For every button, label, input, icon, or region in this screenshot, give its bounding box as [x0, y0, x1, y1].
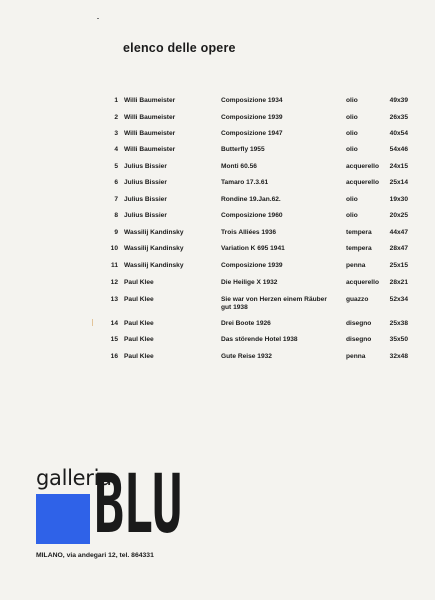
- work-size: 19x30: [389, 196, 408, 203]
- work-number: 8: [114, 212, 118, 219]
- work-technique: penna: [346, 262, 366, 269]
- work-title: Butterfly 1955: [221, 146, 265, 153]
- work-technique: acquerello: [346, 163, 379, 170]
- work-number: 14: [110, 320, 118, 327]
- work-technique: tempera: [346, 229, 372, 236]
- work-artist: Julius Bissier: [124, 163, 167, 170]
- work-number: 5: [114, 163, 118, 170]
- work-size: 35x50: [389, 336, 408, 343]
- work-technique: disegno: [346, 336, 372, 343]
- page-title: elenco delle opere: [123, 41, 236, 55]
- work-number: 13: [110, 296, 118, 303]
- logo-blue-square: [36, 494, 90, 544]
- work-title: Composizione 1947: [221, 130, 283, 137]
- work-title: Variation K 695 1941: [221, 245, 285, 252]
- work-technique: olio: [346, 146, 358, 153]
- work-size: 25x14: [389, 179, 408, 186]
- paper-mark: [92, 319, 93, 326]
- work-number: 16: [110, 353, 118, 360]
- work-artist: Paul Klee: [124, 336, 154, 343]
- work-artist: Wassilij Kandinsky: [124, 229, 184, 236]
- paper-speck: [97, 18, 99, 19]
- work-artist: Paul Klee: [124, 320, 154, 327]
- work-number: 9: [114, 229, 118, 236]
- work-size: 40x54: [389, 130, 408, 137]
- work-number: 3: [114, 130, 118, 137]
- work-size: 26x35: [389, 114, 408, 121]
- work-artist: Willi Baumeister: [124, 114, 176, 121]
- work-artist: Paul Klee: [124, 279, 154, 286]
- work-artist: Julius Bissier: [124, 212, 167, 219]
- work-technique: olio: [346, 212, 358, 219]
- work-size: 25x15: [389, 262, 408, 269]
- work-technique: acquerello: [346, 279, 379, 286]
- logo-blu-text: BLU: [94, 458, 181, 552]
- work-artist: Willi Baumeister: [124, 130, 176, 137]
- work-size: 49x39: [389, 97, 408, 104]
- work-technique: disegno: [346, 320, 372, 327]
- work-artist: Wassilij Kandinsky: [124, 262, 184, 269]
- work-technique: olio: [346, 97, 358, 104]
- work-technique: olio: [346, 196, 358, 203]
- work-number: 11: [111, 262, 118, 269]
- work-size: 24x15: [389, 163, 408, 170]
- work-size: 52x34: [389, 296, 408, 303]
- work-number: 1: [114, 97, 118, 104]
- work-artist: Julius Bissier: [124, 196, 167, 203]
- work-size: 28x21: [389, 279, 408, 286]
- work-size: 32x48: [389, 353, 408, 360]
- work-artist: Paul Klee: [124, 353, 154, 360]
- work-size: 20x25: [389, 212, 408, 219]
- work-number: 10: [110, 245, 118, 252]
- work-title: Composizione 1939: [221, 262, 283, 269]
- work-title: Composizione 1934: [221, 97, 283, 104]
- work-technique: penna: [346, 353, 366, 360]
- work-title: Gute Reise 1932: [221, 353, 272, 360]
- work-title: Das störende Hotel 1938: [221, 336, 298, 343]
- work-title: Tamaro 17.3.61: [221, 179, 269, 186]
- work-number: 4: [114, 146, 118, 153]
- work-number: 7: [114, 196, 118, 203]
- work-artist: Julius Bissier: [124, 179, 167, 186]
- work-title: Trois Alliées 1936: [221, 229, 277, 236]
- work-title: Monti 60.56: [221, 163, 257, 170]
- work-title: Composizione 1960: [221, 212, 283, 219]
- work-artist: Paul Klee: [124, 296, 154, 303]
- work-artist: Willi Baumeister: [124, 146, 176, 153]
- work-title: Rondine 19.Jan.62.: [221, 196, 281, 203]
- work-number: 6: [114, 179, 118, 186]
- work-size: 28x47: [389, 245, 408, 252]
- work-number: 15: [110, 336, 118, 343]
- work-artist: Wassilij Kandinsky: [124, 245, 184, 252]
- work-number: 12: [110, 279, 118, 286]
- logo-galleria-text: galleria: [36, 466, 112, 490]
- work-size: 54x46: [389, 146, 408, 153]
- work-technique: tempera: [346, 245, 372, 252]
- work-title: Drei Boote 1926: [221, 320, 271, 327]
- work-size: 44x47: [389, 229, 408, 236]
- work-title: Die Heilige X 1932: [221, 279, 278, 286]
- work-artist: Willi Baumeister: [124, 97, 176, 104]
- work-title: Composizione 1939: [221, 114, 283, 121]
- work-size: 25x38: [389, 320, 408, 327]
- work-title: Sie war von Herzen einem Räuber gut 1938: [221, 296, 327, 311]
- gallery-address: MILANO, via andegari 12, tel. 864331: [36, 552, 154, 559]
- work-technique: olio: [346, 114, 358, 121]
- work-number: 2: [114, 114, 118, 121]
- work-technique: acquerello: [346, 179, 379, 186]
- work-technique: guazzo: [346, 296, 369, 303]
- work-technique: olio: [346, 130, 358, 137]
